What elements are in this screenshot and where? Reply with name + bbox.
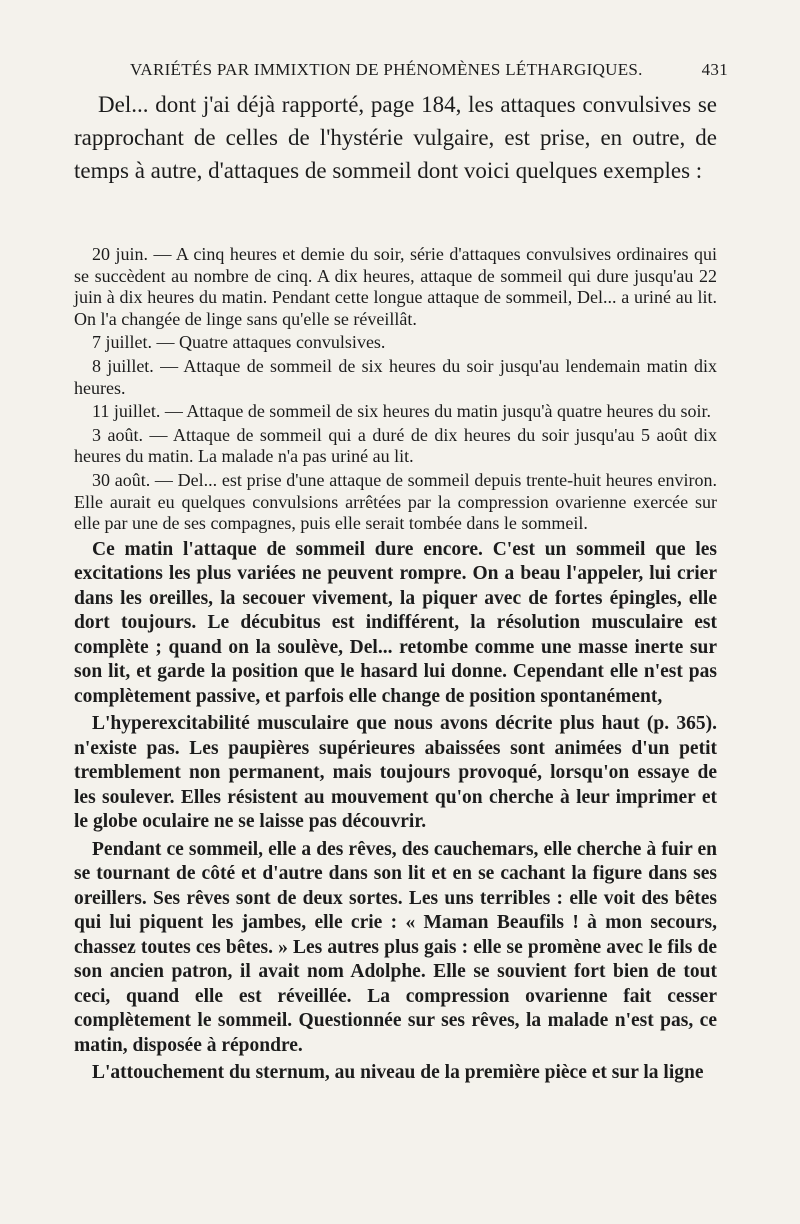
page-number: 431	[701, 60, 728, 79]
body-text	[74, 244, 717, 1086]
intro-block	[74, 88, 717, 187]
dated-entry: 30 août. — Del... est prise d'une attaque de sommeil depuis trente-huit heures environ. Elle aurait eu quelques convulsions arrêtées par la compression ovarienne exercée sur elle par une de ses compagnes, puis elle serait tombée dans le sommeil.	[74, 469, 717, 534]
running-title: VARIÉTÉS PAR IMMIXTION DE PHÉNOMÈNES LÉTHARGIQUES.	[130, 60, 643, 79]
body-paragraph: L'hyperexcitabilité musculaire que nous avons décrite plus haut (p. 365). n'existe pas. Les paupières supérieures abaissées sont animées d'un petit tremblement non permanent, mais toujours provoqué, lorsqu'on essaye de les soulever. Elles résistent au mouvement qu'on cherche à leur imprimer et le globe oculaire ne se laisse pas découvrir.	[74, 713, 717, 833]
dated-entry: 3 août. — Attaque de sommeil qui a duré de dix heures du soir jusqu'au 5 août dix heures du matin. La malade n'a pas uriné au lit.	[74, 424, 717, 467]
dated-entry: 20 juin. — A cinq heures et demie du soir, série d'attaques convulsives ordinaires qui se succèdent au nombre de cinq. A dix heures, attaque de sommeil qui dure jusqu'au 22 juin à dix heures du matin. Pendant cette longue attaque de sommeil, Del... a uriné au lit. On l'a changée de linge sans qu'elle se réveillât.	[74, 244, 717, 329]
running-header	[130, 60, 728, 80]
body-paragraph: Ce matin l'attaque de sommeil dure encore. C'est un sommeil que les excitations les plus variées ne peuvent rompre. On a beau l'appeler, lui crier dans les oreilles, la secouer vivement, la piquer avec de fortes épingles, elle dort toujours. Le décubitus est indifférent, la résolution musculaire est complète ; quand on la soulève, Del... retombe comme une masse inerte sur son lit, et garde la position que le hasard lui donne. Cependant elle n'est pas complètement passive, et parfois elle change de position spontanément,	[74, 538, 717, 707]
dated-entry: 11 juillet. — Attaque de sommeil de six heures du matin jusqu'à quatre heures du soir.	[92, 401, 711, 422]
body-paragraph: L'attouchement du sternum, au niveau de la première pièce et sur la ligne	[92, 1062, 704, 1084]
dated-entry: 7 juillet. — Quatre attaques convulsives.	[92, 332, 386, 353]
body-paragraph: Pendant ce sommeil, elle a des rêves, des cauchemars, elle cherche à fuir en se tournant de côté et d'autre dans son lit et en se cachant la figure dans ses oreillers. Ses rêves sont de deux sortes. Les uns terribles : elle voit des bêtes qui lui piquent les jambes, elle crie : « Maman Beaufils ! à mon secours, chassez toutes ces bêtes. » Les autres plus gais : elle se promène avec le fils de son ancien patron, il avait nom Adolphe. Elle se souvient fort bien de tout ceci, quand elle est réveillée. La compression ovarienne fait cesser complètement le sommeil. Questionnée sur ses rêves, la malade n'est pas, ce matin, disposée à répondre.	[74, 838, 717, 1056]
dated-entry: 8 juillet. — Attaque de sommeil de six heures du soir jusqu'au lendemain matin dix heures.	[74, 355, 717, 398]
intro-paragraph: Del... dont j'ai déjà rapporté, page 184, les attaques convulsives se rapprochant de celles de l'hystérie vulgaire, est prise, en outre, de temps à autre, d'attaques de sommeil dont voici quelques exemples :	[74, 92, 717, 183]
